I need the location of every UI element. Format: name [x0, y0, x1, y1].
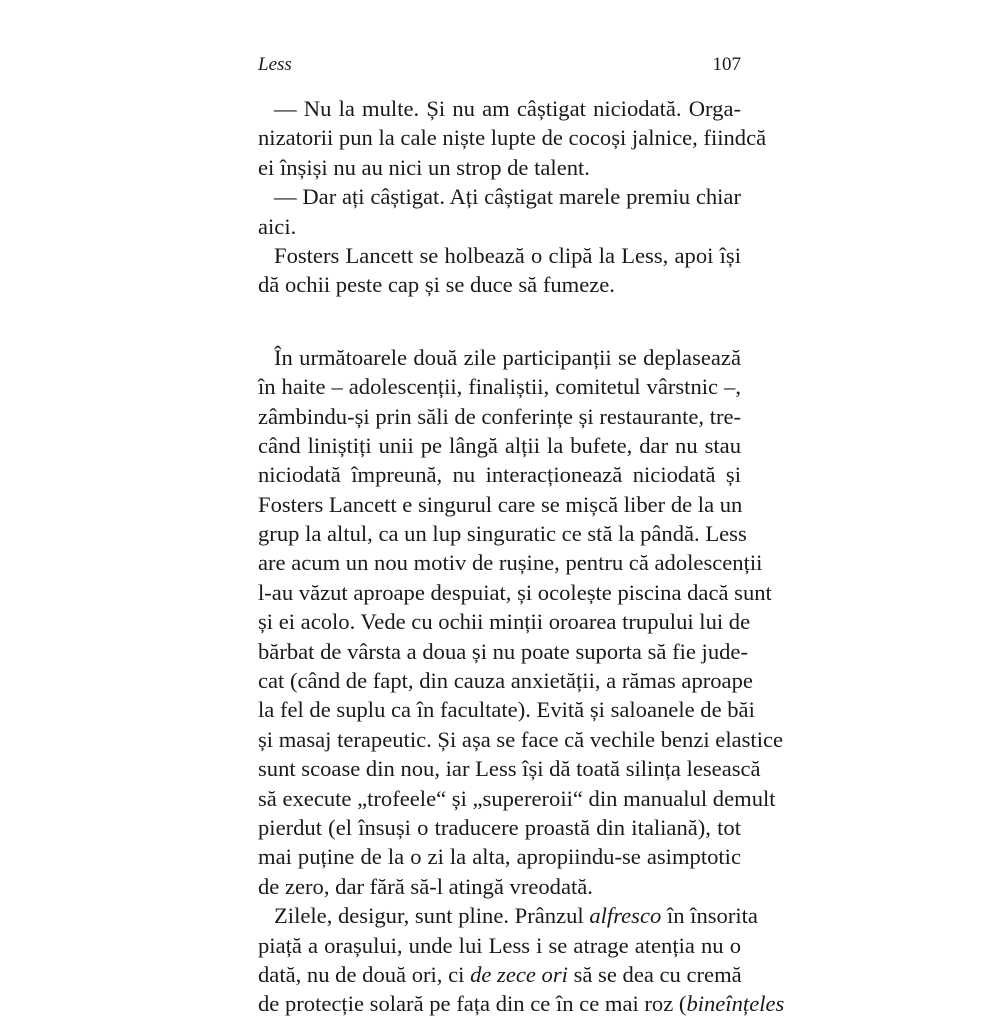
text-line: zâmbindu-și prin săli de conferințe și restaurante, tre-: [258, 403, 742, 429]
text-line: sunt scoase din nou, iar Less își dă toată silința lesească: [258, 756, 761, 782]
text-line: și ei acolo. Vede cu ochii minții oroarea trupului lui de: [258, 609, 751, 635]
italic-segment: de zece ori: [470, 961, 568, 987]
text-line: [258, 989, 785, 1018]
text-line: mai puține de la o zi la alta, apropiindu-se asimptotic: [258, 844, 741, 870]
text-line: dă ochii peste cap și se duce să fumeze.: [258, 272, 615, 298]
text-line: la fel de suplu ca în facultate). Evită și saloanele de băi: [258, 697, 755, 723]
text-line: — Dar ați câștigat. Ați câștigat marele premiu chiar: [274, 184, 741, 210]
running-header: [258, 54, 741, 84]
text-line: piață a orașului, unde lui Less i se atrage atenția nu o: [258, 932, 741, 958]
body-text: [258, 94, 785, 1019]
text-line: în haite – adolescenții, finaliștii, comitetul vârstnic –,: [258, 374, 741, 400]
text-line: grup la altul, ca un lup singuratic ce stă la pândă. Less: [258, 521, 747, 547]
text-segment: dată, nu de două ori, ci: [258, 961, 471, 987]
text-segment: să se dea cu cremă: [567, 961, 742, 987]
text-line: cat (când de fapt, din cauza anxietății, a rămas aproape: [258, 668, 753, 694]
text-line: niciodată împreună, nu interacționează niciodată și: [258, 462, 741, 488]
book-page: [258, 54, 785, 1019]
italic-segment: bineînțeles: [686, 991, 785, 1017]
text-line: ei înșiși nu au nici un strop de talent.: [258, 154, 590, 180]
text-segment: Zilele, desigur, sunt pline. Prânzul: [274, 903, 590, 929]
text-line: [258, 901, 758, 930]
text-segment: de protecție solară pe fața din ce în ce mai roz (: [258, 991, 687, 1017]
section-break: [258, 300, 741, 343]
page-number: 107: [712, 54, 741, 75]
text-line: pierdut (el însuși o traducere proastă din italiană), tot: [258, 814, 741, 840]
text-line: bărbat de vârsta a doua și nu poate suporta să fie jude-: [258, 638, 748, 664]
text-line: [258, 960, 741, 989]
text-line: Fosters Lancett e singurul care se mișcă liber de la un: [258, 491, 743, 517]
text-line: — Nu la multe. Și nu am câștigat niciodată. Orga-: [274, 96, 741, 121]
italic-segment: alfresco: [589, 903, 662, 929]
text-line: are acum un nou motiv de rușine, pentru că adolescenții: [258, 550, 763, 576]
text-line: să execute „trofeele“ și „supereroii“ din manualul demult: [258, 785, 776, 811]
text-line: l-au văzut aproape despuiat, și ocolește piscina dacă sunt: [258, 579, 772, 605]
text-line: nizatorii pun la cale niște lupte de cocoși jalnice, fiindcă: [258, 125, 767, 151]
text-line: de zero, dar fără să-l atingă vreodată.: [258, 873, 593, 899]
text-line: În următoarele două zile participanții se deplasează: [274, 344, 741, 370]
running-title: Less: [258, 54, 292, 75]
text-line: Fosters Lancett se holbează o clipă la Less, apoi își: [274, 242, 741, 268]
text-line: când liniștiți unii pe lângă alții la bufete, dar nu stau: [258, 432, 741, 458]
text-line: aici.: [258, 213, 297, 239]
text-segment: în însorita: [661, 903, 758, 929]
text-line: și masaj terapeutic. Și așa se face că vechile benzi elastice: [258, 726, 784, 752]
